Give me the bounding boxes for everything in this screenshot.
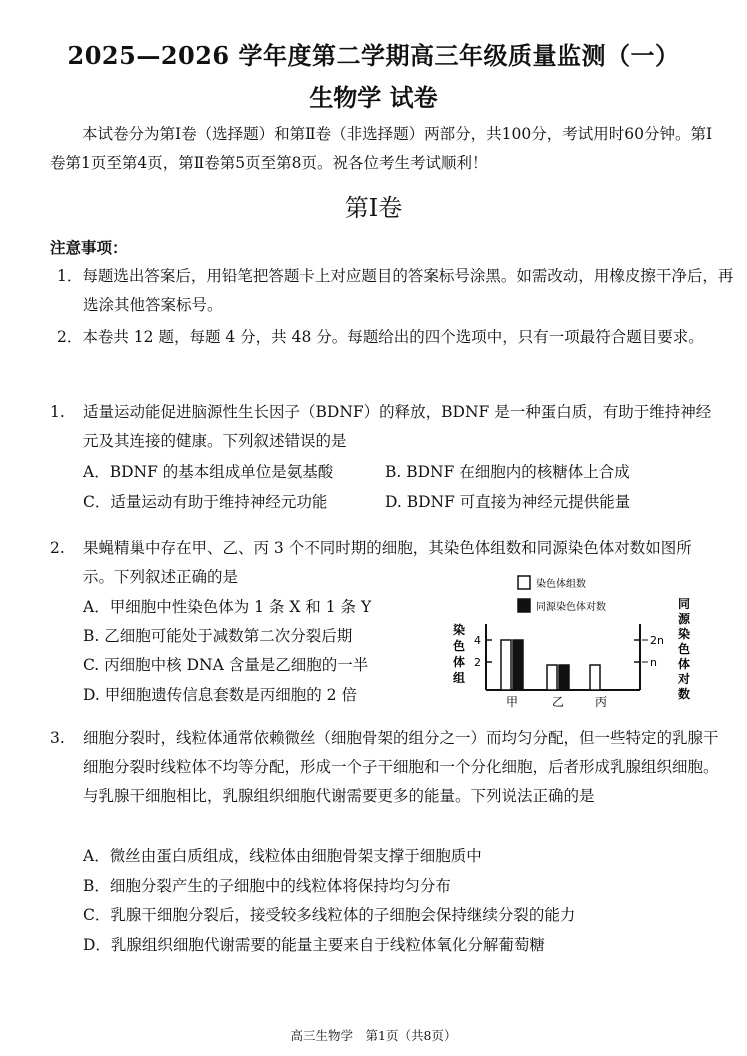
option-a: A．BDNF 的基本组成单位是氨基酸 <box>83 463 334 481</box>
bar-homologous-pairs-0 <box>513 640 523 690</box>
notice-heading: 注意事项： <box>50 238 128 257</box>
question-number: 1. <box>50 403 65 421</box>
question-stem: 果蝇精巢中存在甲、乙、丙 3 个不同时期的细胞，其染色体组数和同源染色体对数如图所示。下列叙述正确的是 <box>83 539 692 586</box>
option-c: C．乳腺干细胞分裂后，接受较多线粒体的子细胞会保持继续分裂的能力 <box>83 906 576 924</box>
page-footer: 高三生物学 第1页（共8页） <box>290 1028 457 1043</box>
exam-title: 2025—2026 学年度第二学期高三年级质量监测（一） <box>67 41 680 70</box>
chromosome-chart <box>448 568 698 710</box>
right-tick-label: n <box>650 656 657 669</box>
axis-title-text: 染色体组 <box>452 623 466 685</box>
option-d: D. BDNF 可直接为神经元提供能量 <box>385 493 631 511</box>
question-number: 2. <box>50 539 65 557</box>
legend-swatch-white <box>518 576 530 589</box>
option-a: A．微丝由蛋白质组成，线粒体由细胞骨架支撑于细胞质中 <box>83 847 482 865</box>
bar-chromosome-sets-2 <box>590 665 600 690</box>
option-d: D．乳腺组织细胞代谢需要的能量主要来自于线粒体氧化分解葡萄糖 <box>83 936 545 954</box>
x-tick-labels <box>506 695 607 709</box>
option-a: A．甲细胞中性染色体为 1 条 X 和 1 条 Y <box>83 598 372 616</box>
section-title: 第Ⅰ卷 <box>344 194 403 222</box>
bar-group <box>501 640 600 690</box>
question-3 <box>50 724 720 811</box>
exam-subject: 生物学 试卷 <box>309 83 438 112</box>
axis-title-text: 同源染色体对数 <box>677 597 691 701</box>
x-tick-label: 丙 <box>594 695 608 709</box>
option-b: B. 乙细胞可能处于减数第二次分裂后期 <box>83 627 353 645</box>
notice-item: 2．本卷共 12 题，每题 4 分，共 48 分。每题给出的四个选项中，只有一项最符合题目要求。 <box>57 328 704 346</box>
legend-swatch-black <box>518 599 530 612</box>
option-c: C. 丙细胞中核 DNA 含量是乙细胞的一半 <box>83 656 369 674</box>
question-1 <box>50 398 720 456</box>
option-d: D. 甲细胞遗传信息套数是丙细胞的 2 倍 <box>83 686 357 704</box>
legend-label: 同源染色体对数 <box>536 602 606 613</box>
x-tick-label: 乙 <box>551 695 565 709</box>
right-tick-label: 2n <box>650 634 664 647</box>
x-tick-label: 甲 <box>505 695 519 709</box>
question-number: 3. <box>50 729 65 747</box>
y-axis-label-left <box>452 622 465 685</box>
option-b: B. BDNF 在细胞内的核糖体上合成 <box>385 463 630 481</box>
question-stem: 细胞分裂时，线粒体通常依赖微丝（细胞骨架的组分之一）而均匀分配，但一些特定的乳腺干细胞分裂时线粒体不均等分配，形成一个子干细胞和一个分化细胞，后者形成乳腺组织细胞。与乳腺干细胞相比，乳腺组织细胞代谢需要更多的能量。下列说法正确的是 <box>83 729 719 805</box>
left-tick-label: 2 <box>474 656 481 669</box>
bar-homologous-pairs-1 <box>559 665 569 690</box>
intro-paragraph: 本试卷分为第Ⅰ卷（选择题）和第Ⅱ卷（非选择题）两部分，共100分，考试用时60分钟。第Ⅰ卷第1页至第4页，第Ⅱ卷第5页至第8页。祝各位考生考试顺利！ <box>50 125 713 172</box>
question-stem: 适量运动能促进脑源性生长因子（BDNF）的释放，BDNF 是一种蛋白质，有助于维持神经元及其连接的健康。下列叙述错误的是 <box>83 403 712 450</box>
bar-chromosome-sets-0 <box>501 640 511 690</box>
legend-label: 染色体组数 <box>536 579 586 590</box>
notice-item: 1．每题选出答案后，用铅笔把答题卡上对应题目的答案标号涂黑。如需改动，用橡皮擦干净后，再选涂其他答案标号。 <box>57 267 734 314</box>
left-tick-label: 4 <box>474 634 481 647</box>
y-axis-label-right <box>677 597 691 701</box>
bar-chromosome-sets-1 <box>547 665 557 690</box>
option-b: B．细胞分裂产生的子细胞中的线粒体将保持均匀分布 <box>83 877 451 895</box>
option-c: C．适量运动有助于维持神经元功能 <box>83 493 328 511</box>
